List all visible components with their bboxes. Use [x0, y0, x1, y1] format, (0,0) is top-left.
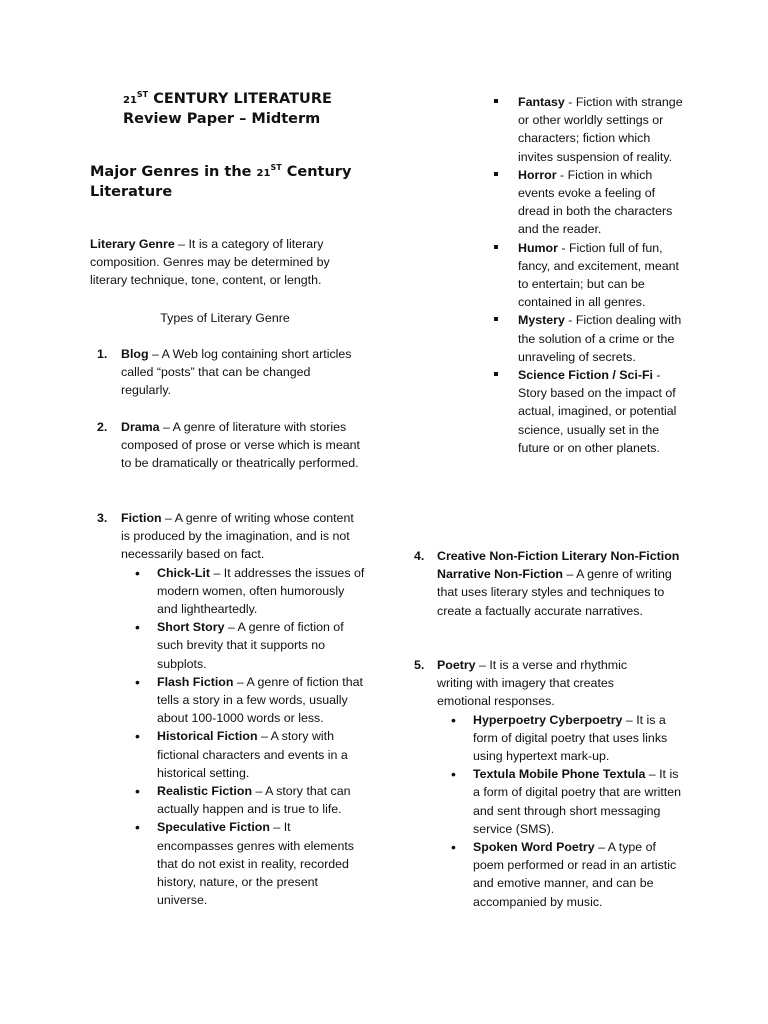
- subgenre-term: Horror: [518, 167, 557, 182]
- square-bullet-icon: [494, 172, 498, 176]
- item-number: 2.: [97, 420, 108, 434]
- poetry-subgenres: [451, 711, 683, 911]
- bullet-icon: •: [451, 839, 456, 856]
- definition-text: – It is a category of literary composition. Genres may be determined by literary technique, tone, content, or length.: [90, 237, 330, 288]
- item-text: – A genre of writing that uses literary styles and techniques to create a factually accurate narratives.: [437, 567, 672, 618]
- heading-post: Century Literature: [90, 164, 352, 200]
- definition-term: Literary Genre: [90, 237, 175, 251]
- heading-superscript: ST: [270, 163, 282, 173]
- list-item: [518, 166, 683, 239]
- list-item: [135, 673, 367, 728]
- subgenre-term: Chick-Lit: [157, 565, 211, 580]
- list-item: [451, 765, 683, 838]
- subgenre-term: Humor: [518, 240, 558, 255]
- subgenre-term: Realistic Fiction: [157, 784, 253, 799]
- list-item: [518, 93, 683, 166]
- list-item-blog: [90, 345, 360, 400]
- item-text: – It is a verse and rhythmic writing with imagery that creates emotional responses.: [437, 658, 628, 709]
- subgenre-term: Speculative Fiction: [157, 820, 270, 835]
- subgenre-term: Textula Mobile Phone Textula: [473, 767, 646, 782]
- subgenre-term: Mystery: [518, 313, 565, 328]
- subgenre-text: - Fiction with strange or other worldly settings or characters; fiction which invites suspension of reality.: [518, 95, 683, 164]
- subgenre-text: – A genre of fiction that tells a story in a few words, usually about 100-1000 words or less.: [157, 674, 363, 726]
- bullet-icon: •: [135, 783, 140, 800]
- bullet-icon: •: [451, 711, 456, 728]
- subgenre-text: – A story that can actually happen and is true to life.: [157, 784, 351, 817]
- list-item-drama: [90, 418, 360, 473]
- subgenre-term: Science Fiction / Sci-Fi: [518, 368, 653, 383]
- square-bullet-icon: [494, 99, 498, 103]
- item-term: Poetry: [437, 658, 476, 672]
- subgenre-text: – A type of poem performed or read in an artistic and emotive manner, and can be accompanied by music.: [473, 840, 677, 909]
- speculative-subgenres: [518, 93, 683, 457]
- subgenre-text: - Fiction in which events evoke a feeling of dread in both the characters and the reader.: [518, 167, 673, 237]
- list-item: [135, 727, 367, 782]
- item-text: – A Web log containing short articles called “posts” that can be changed regularly.: [121, 347, 352, 398]
- types-heading: Types of Literary Genre: [160, 311, 290, 325]
- heading-number: 21: [256, 168, 271, 179]
- subgenre-text: – A story with fictional characters and events in a historical setting.: [157, 729, 348, 780]
- square-bullet-icon: [494, 245, 498, 249]
- title-number: 21: [123, 95, 137, 106]
- subgenre-term: Short Story: [157, 620, 225, 635]
- list-item-nonfiction: [400, 547, 680, 620]
- subgenre-term: Historical Fiction: [157, 729, 258, 744]
- item-text: – A genre of literature with stories composed of prose or verse which is meant to be dramatically or theatrically performed.: [121, 420, 360, 471]
- subgenre-text: - Story based on the impact of actual, imagined, or potential science, usually set in the future or on other planets.: [518, 368, 677, 455]
- document-title: [123, 90, 332, 129]
- fiction-subgenres: [135, 564, 367, 910]
- title-text: CENTURY LITERATURE: [148, 91, 332, 107]
- subgenre-term: Fantasy: [518, 95, 565, 109]
- title-superscript: ST: [136, 90, 149, 100]
- list-item: [135, 564, 367, 619]
- subgenre-text: – A genre of fiction of such brevity that it supports no subplots.: [157, 620, 344, 671]
- item-term: Drama: [121, 420, 160, 434]
- list-item-fiction: [90, 509, 365, 909]
- item-term: Fiction: [121, 511, 162, 525]
- bullet-icon: •: [135, 564, 140, 581]
- bullet-icon: •: [135, 819, 140, 836]
- item-text: – A genre of writing whose content is produced by the imagination, and is not necessarily based on fact.: [121, 511, 354, 562]
- item-number: 4.: [414, 549, 425, 563]
- bullet-icon: •: [135, 673, 140, 690]
- list-item: [135, 618, 367, 673]
- list-item: [518, 239, 683, 312]
- subgenre-term: Hyperpoetry Cyberpoetry: [473, 712, 623, 727]
- list-item: [451, 711, 683, 766]
- literary-genre-definition: [90, 235, 360, 290]
- item-number: 5.: [414, 658, 425, 672]
- title-line-2: Review Paper – Midterm: [123, 111, 321, 127]
- item-number: 3.: [97, 511, 108, 525]
- subgenre-term: Spoken Word Poetry: [473, 840, 595, 855]
- subgenre-term: Flash Fiction: [157, 674, 234, 689]
- subgenre-text: - Fiction full of fun, fancy, and excitement, meant to entertain; but can be contained in all genres.: [518, 240, 679, 310]
- list-item: [518, 366, 683, 457]
- list-item: [135, 782, 367, 818]
- section-heading: [90, 163, 370, 202]
- list-item-poetry: [400, 656, 680, 911]
- square-bullet-icon: [494, 317, 498, 321]
- heading-pre: Major Genres in the: [90, 164, 257, 180]
- bullet-icon: •: [135, 728, 140, 745]
- title-line-1: [123, 90, 332, 110]
- subgenre-text: - Fiction dealing with the solution of a crime or the unraveling of secrets.: [518, 313, 682, 364]
- item-number: 1.: [97, 347, 108, 361]
- item-term: Blog: [121, 347, 149, 361]
- subgenre-text: – It is a form of digital poetry that uses links using hypertext mark-up.: [473, 712, 668, 764]
- list-item: [518, 311, 683, 366]
- list-item: [135, 818, 367, 909]
- bullet-icon: •: [451, 766, 456, 783]
- subgenre-text: – It encompasses genres with elements that do not exist in reality, recorded history, nature, or the present universe.: [157, 820, 354, 908]
- item-term: Creative Non-Fiction Literary Non-Fiction Narrative Non-Fiction: [437, 549, 680, 582]
- subgenre-text: – It is a form of digital poetry that are written and sent through short messaging service (SMS).: [473, 767, 681, 836]
- square-bullet-icon: [494, 372, 498, 376]
- bullet-icon: •: [135, 619, 140, 636]
- list-item: [451, 838, 683, 911]
- subgenre-text: – It addresses the issues of modern women, often humorously and lightheartedly.: [157, 565, 365, 617]
